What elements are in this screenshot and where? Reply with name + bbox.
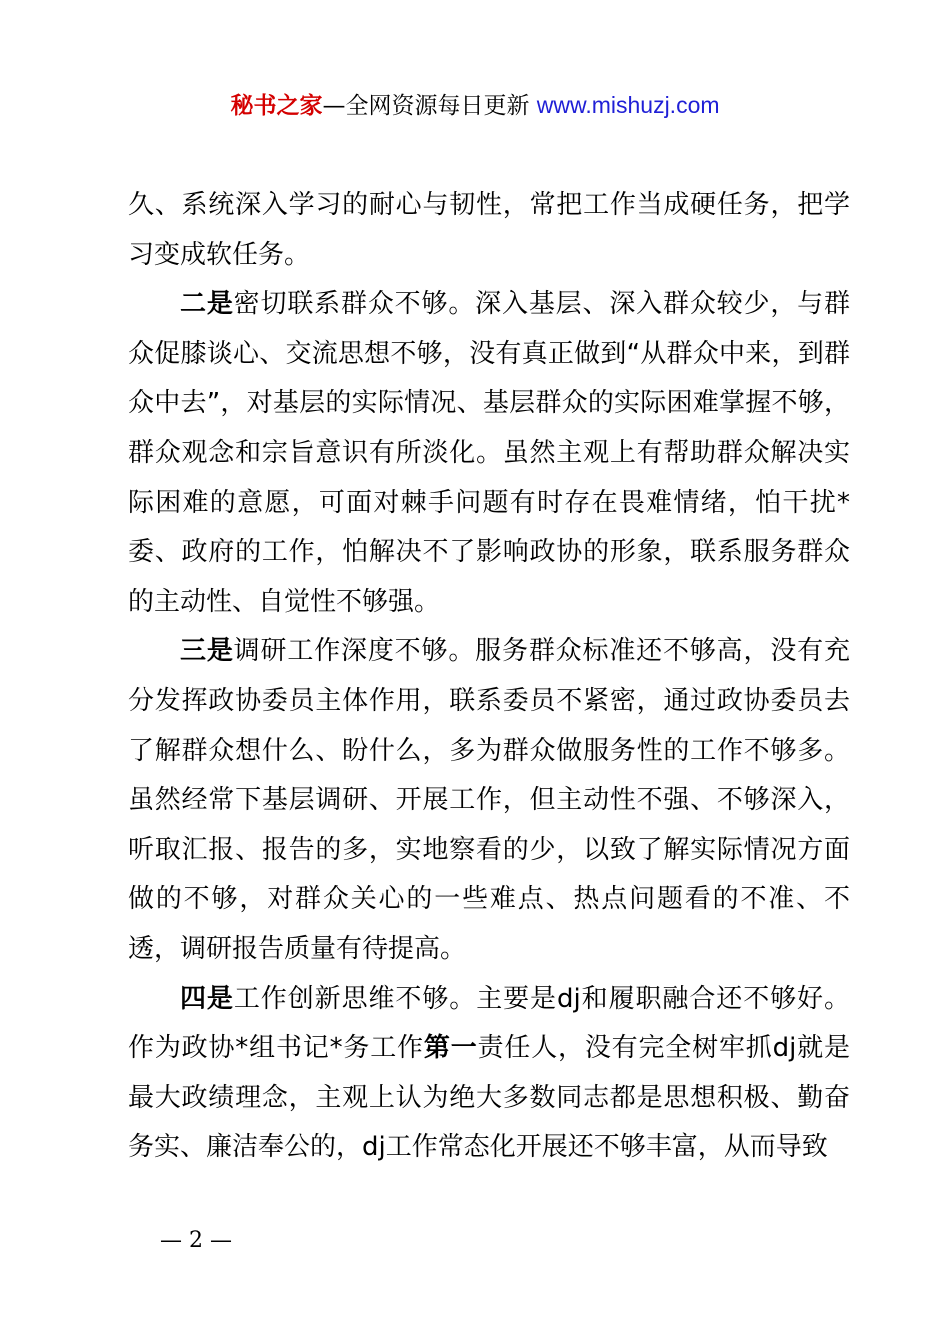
paragraph-two — [128, 280, 850, 627]
paragraph-bold-phrase: 第一 — [423, 1033, 478, 1064]
paragraph-text: 调研工作深度不够。服务群众标准还不够高，没有充分发挥政协委员主体作用，联系委员不紧密，通过政协委员去了解群众想什么、盼什么，多为群众做服务性的工作不够多。虽然经常下基层调研、开展工作，但主动性不强、不够深入，听取汇报、报告的多，实地察看的少，以致了解实际情况方面做的不够，对群众关心的一些难点、热点问题看的不准、不透，调研报告质量有待提高。 — [128, 636, 850, 964]
paragraph-text: 密切联系群众不够。深入基层、深入群众较少，与群众促膝谈心、交流思想不够，没有真正做到“从群众中来，到群众中去”，对基层的实际情况、基层群众的实际困难掌握不够，群众观念和宗旨意识有所淡化。虽然主观上有帮助群众解决实际困难的意愿，可面对棘手问题有时存在畏难情绪，怕干扰*委、政府的工作，怕解决不了影响政协的形象，联系服务群众的主动性、自觉性不够强。 — [128, 289, 850, 617]
paragraph-lead: 三是 — [180, 636, 234, 667]
site-url-link[interactable]: www.mishuzj.com — [536, 92, 720, 118]
paragraph-four — [128, 975, 850, 1173]
paragraph-lead: 二是 — [180, 289, 234, 320]
page-number: — 2 — — [160, 1228, 232, 1253]
paragraph-text: 责任人，没有完全树牢抓dj就是最大政绩理念，主观上认为绝大多数同志都是思想积极、勤奋务实、廉洁奉公的，dj工作常态化开展还不够丰富，从而导致 — [128, 1033, 850, 1163]
site-header — [0, 88, 950, 123]
paragraph-lead: 四是 — [180, 983, 234, 1014]
paragraph-text: 工作创新思维不够。主要是dj和履职融合还不够好。作为政协*组书记*务工作 — [128, 983, 850, 1064]
document-body — [128, 181, 850, 1173]
paragraph-three — [128, 627, 850, 974]
brand-name: 秘书之家 — [230, 93, 323, 119]
paragraph-text: 久、系统深入学习的耐心与韧性，常把工作当成硬任务，把学习变成软任务。 — [128, 190, 850, 270]
paragraph-continuation — [128, 181, 850, 280]
header-tagline: —全网资源每日更新 — [322, 93, 530, 119]
